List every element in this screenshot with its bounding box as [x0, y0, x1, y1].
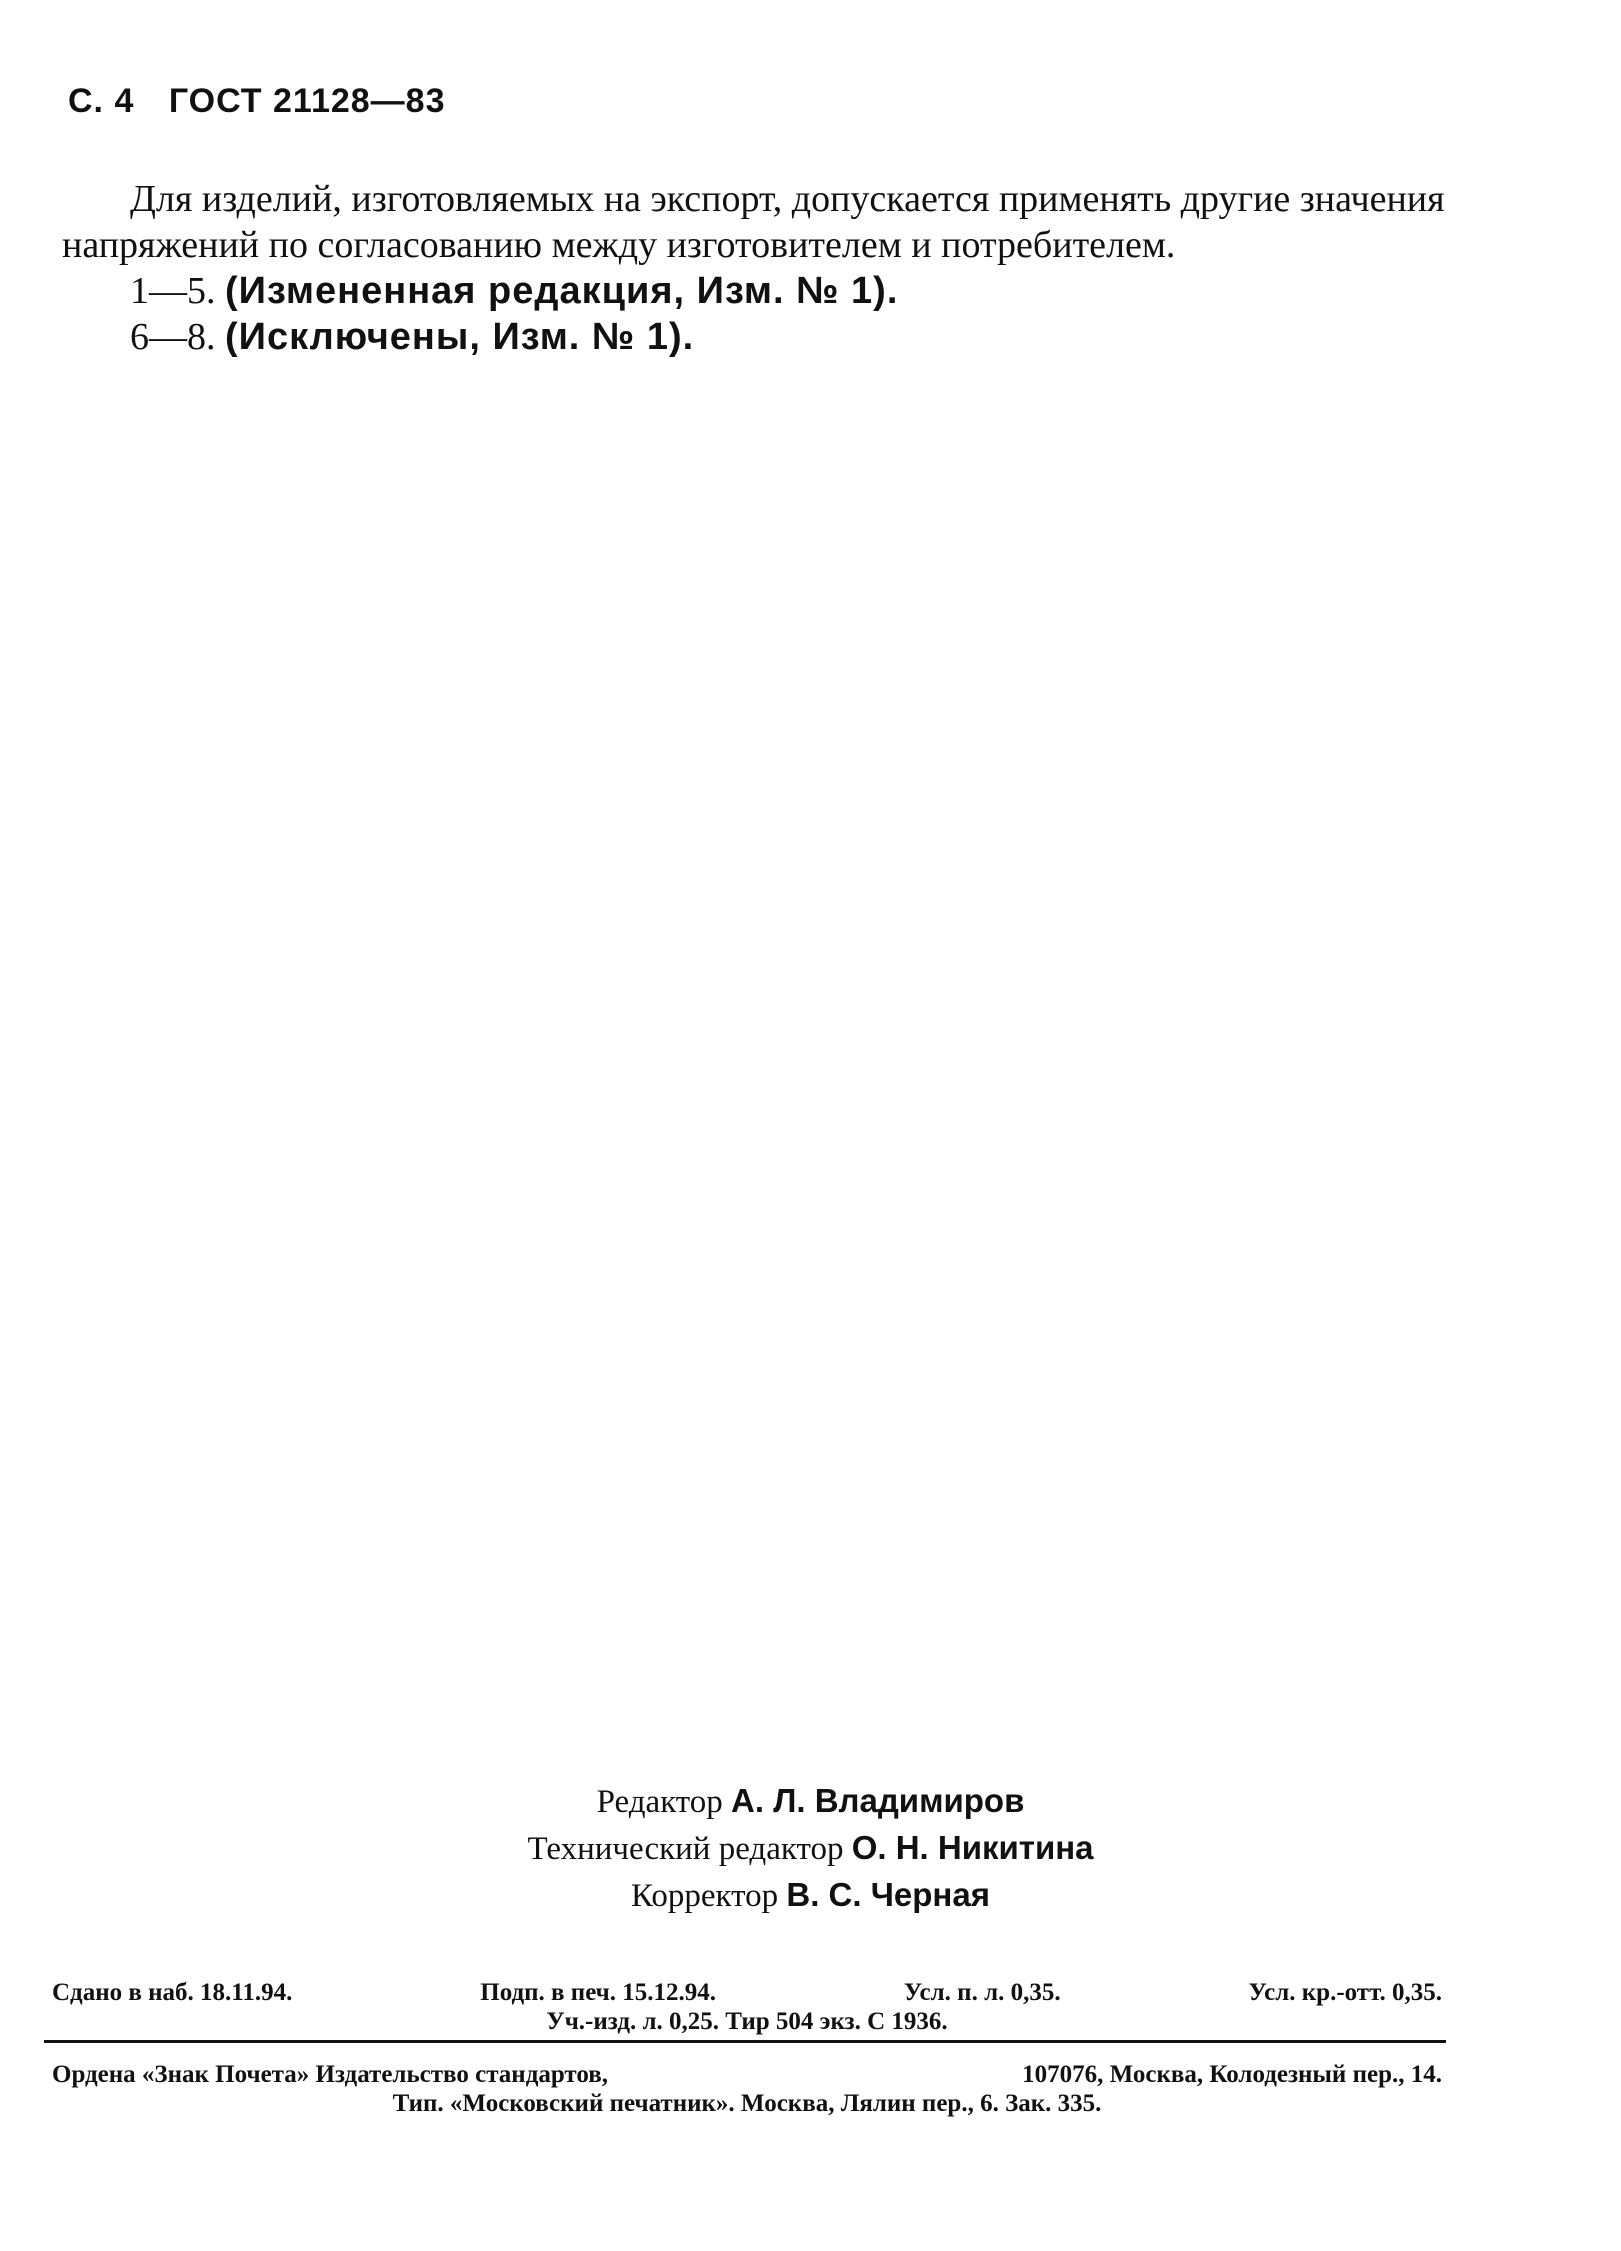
page-number: С. 4 [68, 82, 135, 120]
credits-block [0, 1778, 1621, 1919]
proofreader-role: Корректор [631, 1878, 779, 1914]
amendment-number: 6—8. [130, 316, 216, 358]
printer-line: Тип. «Московский печатник». Москва, Лялин пер., 6. Зак. 335. [392, 2090, 1102, 2117]
tech-editor-role: Технический редактор [527, 1831, 844, 1867]
proofreader-name: В. С. Черная [786, 1876, 990, 1913]
print-imprint [52, 1978, 1442, 2036]
standard-designation: ГОСТ 21128—83 [168, 82, 446, 120]
tech-editor-line [0, 1825, 1621, 1872]
editor-role: Редактор [596, 1784, 723, 1820]
amendment-line [62, 314, 1462, 360]
colophon [52, 2060, 1442, 2118]
body-paragraph: Для изделий, изготовляемых на экспорт, допускается применять другие значения напряжений по согласованию между изготовителем и потребителем. [62, 178, 1445, 266]
amendment-note: (Исключены, Изм. № 1). [225, 316, 695, 358]
publisher: Ордена «Знак Почета» Издательство стандартов, [52, 2061, 609, 2088]
color-prints: Усл. кр.-отт. 0,35. [1248, 1979, 1442, 2006]
amendment-line [62, 268, 1462, 314]
publisher-address: 107076, Москва, Колодезный пер., 14. [1022, 2061, 1442, 2088]
divider [44, 2040, 1446, 2043]
amendment-number: 1—5. [130, 270, 216, 312]
print-sheets: Усл. п. л. 0,35. [903, 1979, 1061, 2006]
document-body [62, 176, 1462, 360]
submitted-date: Сдано в наб. 18.11.94. [52, 1979, 293, 2006]
page-header [68, 82, 446, 121]
proofreader-line [0, 1872, 1621, 1919]
tech-editor-name: О. Н. Никитина [851, 1829, 1094, 1866]
editor-name: А. Л. Владимиров [731, 1782, 1025, 1819]
amendment-note: (Измененная редакция, Изм. № 1). [225, 270, 899, 312]
imprint-line-2: Уч.-изд. л. 0,25. Тир 504 экз. С 1936. [546, 2008, 948, 2035]
editor-line [0, 1778, 1621, 1825]
signed-date: Подп. в печ. 15.12.94. [480, 1979, 717, 2006]
